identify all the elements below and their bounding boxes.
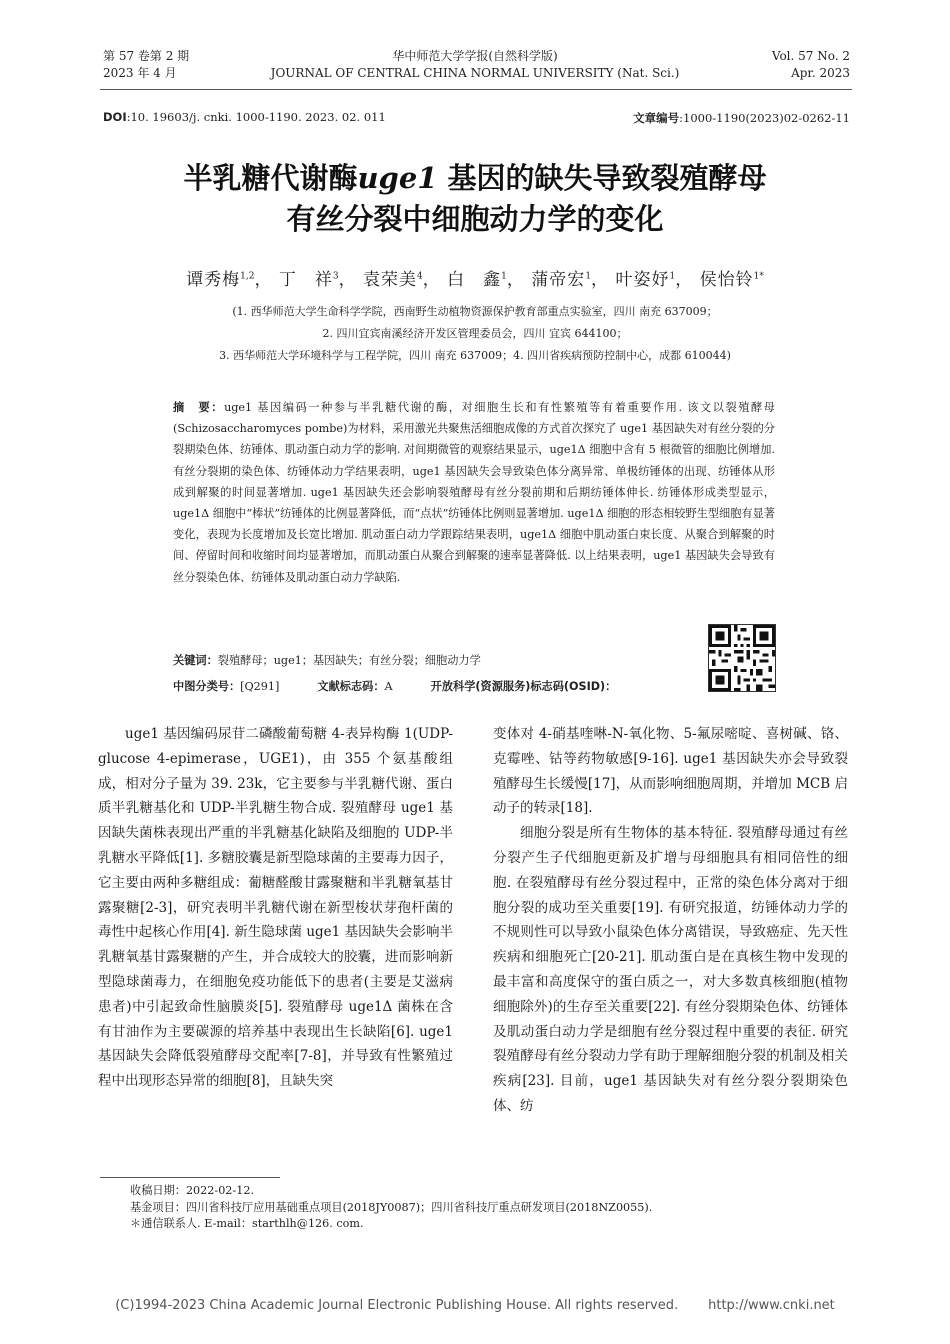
- issue-date-en: Apr. 2023: [791, 66, 850, 80]
- journal-volume-en: [772, 48, 850, 82]
- journal-name-en: JOURNAL OF CENTRAL CHINA NORMAL UNIVERSITY (Nat. Sci.): [270, 66, 680, 80]
- author: 谭秀梅$^{1,2}$，: [186, 270, 273, 290]
- author: 蒲帝宏$^1$，: [531, 270, 610, 290]
- keywords-label: 关键词：: [173, 654, 218, 667]
- abstract-text: uge1 基因编码一种参与半乳糖代谢的酶，对细胞生长和有性繁殖等有着重要作用. 该文以裂殖酵母(Schizosaccharomyces pombe)为材料，采用激光共聚焦活细胞成像的方式首次探究了 uge1 基因缺失对有丝分裂的分裂期染色体、纺锤体、肌动蛋白动力学的影响. 对间期微管的观察结果显示，uge1Δ 细胞中含有 5 根微管的细胞比例增加. 有丝分裂期的染色体、纺锤体动力学结果表明，uge1 基因缺失会导致染色体分离异常、单极纺锤体的出现、纺锤体从形成到解聚的时间显著增加. uge1 基因缺失还会影响裂殖酵母有丝分裂前期和后期纺锤体伸长. 纺锤体形成类型显示，uge1Δ 细胞中“棒状”纺锤体的比例显著降低，而“点状”纺锤体比例则显著增加. uge1Δ 细胞的形态相较野生型细胞有显著变化，表现为长度增加及长宽比增加. 肌动蛋白动力学跟踪结果表明，uge1Δ 细胞中肌动蛋白束长度、从聚合到解聚的时间、停留时间和收缩时间均显著增加，而肌动蛋白从聚合到解聚的速率显著降低. 以上结果表明，uge1 基因缺失会导致有丝分裂染色体、纺锤体及肌动蛋白动力学缺陷.: [173, 401, 775, 584]
- received-date: 收稿日期：2022-02-12.: [130, 1184, 254, 1197]
- clc-value: [Q291]: [240, 680, 280, 693]
- article-number: [633, 110, 850, 126]
- cnki-link[interactable]: http://www.cnki.net: [708, 1298, 835, 1313]
- volume-number-en: Vol. 57 No. 2: [771, 49, 850, 63]
- paper-title: [0, 158, 950, 240]
- article-number-label: 文章编号: [633, 111, 680, 125]
- funding: 基金项目：四川省科技厅应用基础重点项目(2018JY0087)；四川省科技厅重点研发项目(2018NZ0055).: [130, 1200, 653, 1214]
- doi-value[interactable]: :10. 19603/j. cnki. 1000-1190. 2023. 02. 011: [126, 110, 386, 124]
- affiliation-line-2: 2. 四川宜宾南溪经济开发区管理委员会，四川 宜宾 644100；: [322, 327, 628, 340]
- corresponding-contact: ＊通信联系人. E-mail：starthlh@126. com.: [130, 1217, 364, 1230]
- classification-line: [173, 678, 616, 694]
- body-paragraph: 细胞分裂是所有生物体的基本特征. 裂殖酵母通过有丝分裂产生子代细胞更新及扩增与母细胞具有相同倍性的细胞. 在裂殖酵母有丝分裂过程中，正常的染色体分离对于细胞分裂的成功至关重要[19]. 有研究报道，纺锤体动力学的不规则性可以导致小鼠染色体分离错误，导致癌症、先天性疾病和细胞死亡[20-21]. 肌动蛋白是在真核生物中发现的最丰富和高度保守的蛋白质之一，对大多数真核细胞(植物细胞除外)的生存至关重要[22]. 有丝分裂期染色体、纺锤体及肌动蛋白动力学是细胞有丝分裂过程中重要的表征. 研究裂殖酵母有丝分裂动力学有助于理解细胞分裂的机制及相关疾病[23]. 目前，uge1 基因缺失对有丝分裂分裂期染色体、纺: [493, 825, 848, 1114]
- author-list: [0, 265, 950, 290]
- header-divider: [100, 89, 852, 90]
- author: 丁 祥$^3$，: [278, 270, 357, 290]
- title-line-2: 有丝分裂中细胞动力学的变化: [286, 202, 664, 236]
- title-line-1: 半乳糖代谢酶uge1 基因的缺失导致裂殖酵母: [183, 161, 767, 195]
- author: 袁荣美$^4$，: [363, 270, 441, 290]
- footnotes: [130, 1183, 652, 1233]
- copyright-line: [0, 1298, 950, 1313]
- abstract: [173, 397, 775, 588]
- author: 白 鑫$^1$，: [447, 270, 525, 290]
- volume-issue: 第 57 卷第 2 期: [103, 49, 190, 63]
- clc-label: 中图分类号：: [173, 680, 241, 693]
- doc-code-label: 文献标志码：: [317, 680, 385, 693]
- keywords-text: 裂殖酵母；uge1；基因缺失；有丝分裂；细胞动力学: [217, 654, 481, 667]
- affiliation-line-3: 3. 西华师范大学环境科学与工程学院，四川 南充 637009；4. 四川省疾病预防控制中心，成都 610044): [219, 349, 731, 362]
- body-paragraph: uge1 基因编码尿苷二磷酸葡萄糖 4-表异构酶 1(UDP-glucose 4-epimerase，UGE1)，由 355 个氨基酸组成，相对分子量为 39. 23k，它主要参与半乳糖代谢、蛋白质半乳糖基化和 UDP-半乳糖生物合成. 裂殖酵母 uge1 基因缺失菌株表现出严重的半乳糖基化缺陷及细胞的 UDP-半乳糖水平降低[1]. 多糖胶囊是新型隐球菌的主要毒力因子，它主要由两种多糖组成：葡糖醛酸甘露聚糖和半乳糖氧基甘露聚糖[2-3]，研究表明半乳糖代谢在新型梭状芽孢杆菌的毒性中起核心作用[4]. 新生隐球菌 uge1 基因缺失会影响半乳糖氧基甘露聚糖的产生，并合成较大的胶囊，进而影响新型隐球菌毒力，在细胞免疫功能低下的患者(主要是艾滋病患者)中引起致命性脑膜炎[5]. 裂殖酵母 uge1Δ 菌株在含有甘油作为主要碳源的培养基中表现出生长缺陷[6]. uge1 基因缺失会降低裂殖酵母交配率[7-8]，并导致有性繁殖过程中出现形态异常的细胞[8]，且缺失突: [98, 726, 453, 1090]
- copyright-text: (C)1994-2023 China Academic Journal Electronic Publishing House. All rights reserved.: [115, 1298, 679, 1313]
- body-column-right: [493, 722, 848, 1119]
- author: 侯怡铃$^{1*}$: [699, 270, 764, 290]
- affiliation-line-1: (1. 西华师范大学生命科学学院，西南野生动植物资源保护教育部重点实验室，四川 南充 637009；: [232, 305, 718, 318]
- keywords: [173, 652, 481, 668]
- body-column-left: [98, 722, 453, 1094]
- issue-date: 2023 年 4 月: [103, 66, 177, 80]
- author: 叶姿妤$^1$，: [615, 270, 694, 290]
- osid-qr-code-icon[interactable]: [708, 624, 776, 692]
- body-paragraph: 变体对 4-硝基喹啉-N-氧化物、5-氟尿嘧啶、喜树碱、铬、克霉唑、钴等药物敏感[9-16]. uge1 基因缺失亦会导致裂殖酵母生长缓慢[17]，从而影响细胞周期，并增加 MCB 启动子的转录[18].: [493, 726, 848, 817]
- osid-label: 开放科学(资源服务)标志码(OSID)：: [430, 680, 617, 693]
- article-number-value: :1000-1190(2023)02-0262-11: [679, 111, 850, 125]
- doc-code-value: A: [384, 680, 393, 693]
- journal-name-cn: 华中师范大学学报(自然科学版): [392, 49, 558, 63]
- doi: [103, 110, 386, 124]
- footnote-divider: [100, 1177, 280, 1178]
- abstract-label: 摘 要：: [173, 401, 225, 414]
- doi-label: DOI: [103, 110, 127, 124]
